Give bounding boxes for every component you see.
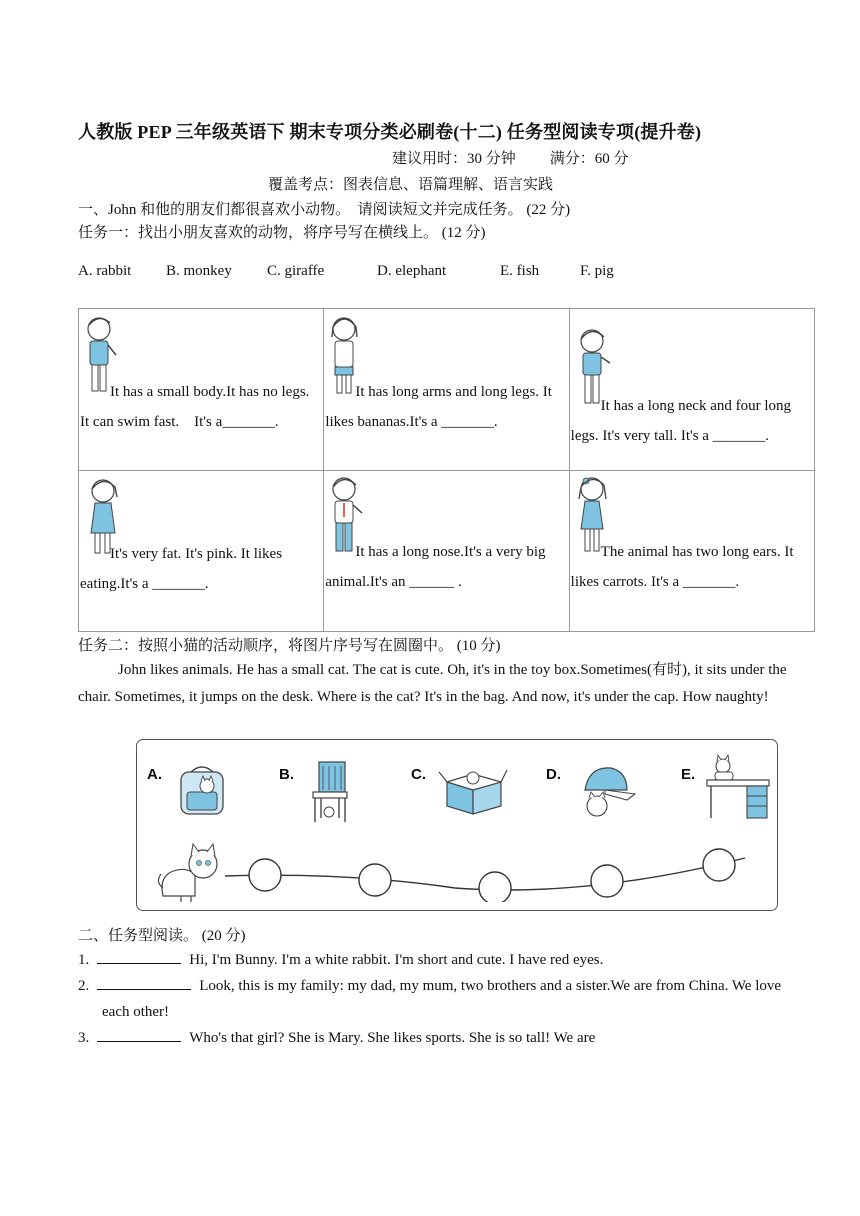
- task2-instruction: 任务二：按照小猫的活动顺序，将图片序号写在圆圈中。 (10 分): [78, 638, 501, 654]
- toy-box-picture: [437, 764, 509, 816]
- question-3-text: Who's that girl? She is Mary. She likes sports. She is so tall! We are: [189, 1030, 596, 1046]
- cap-picture: [575, 760, 637, 822]
- full-score: 满分：60 分: [549, 151, 629, 167]
- picture-label-e: E.: [681, 766, 696, 783]
- order-circle-2[interactable]: [359, 864, 391, 896]
- question-2: [78, 973, 790, 1025]
- clue-text-2: It has long arms and long legs. It likes bananas.It's a _______.: [325, 384, 552, 430]
- chair-picture: [305, 760, 353, 824]
- question-1: [78, 947, 790, 973]
- backpack-picture: [173, 762, 231, 818]
- animal-options: [78, 263, 614, 280]
- picture-label-d: D.: [546, 766, 561, 783]
- task1-instruction: 任务一：找出小朋友喜欢的动物，将序号写在横线上。 (12 分): [78, 225, 486, 241]
- desk-picture: [703, 752, 773, 822]
- answer-blank-3[interactable]: [97, 1027, 181, 1042]
- question-2-number: 2.: [78, 978, 90, 994]
- clue-table: [78, 308, 815, 632]
- cat-activity-panel: [136, 739, 778, 911]
- clue-text-5: It has a long nose.It's a very big animal.It's an ______ .: [325, 544, 546, 590]
- activity-order-track: [225, 840, 755, 902]
- picture-label-b: B.: [279, 766, 294, 783]
- exam-meta: [392, 147, 629, 168]
- picture-label-c: C.: [411, 766, 426, 783]
- page-title: 人教版 PEP 三年级英语下 期末专项分类必刷卷(十二) 任务型阅读专项(提升卷): [78, 122, 702, 142]
- clue-text-4: It's very fat. It's pink. It likes eating.It's a _______.: [80, 546, 283, 592]
- clue-text-6: The animal has two long ears. It likes carrots. It's a _______.: [570, 544, 794, 590]
- question-1-text: Hi, I'm Bunny. I'm a white rabbit. I'm short and cute. I have red eyes.: [189, 952, 604, 968]
- clue-cell-4: [79, 471, 324, 632]
- question-3: [78, 1025, 790, 1051]
- order-circle-5[interactable]: [703, 849, 735, 881]
- option-c: C. giraffe: [267, 263, 325, 279]
- clue-cell-5: [324, 471, 569, 632]
- question-3-number: 3.: [78, 1030, 90, 1046]
- question-2-text: Look, this is my family: my dad, my mum, two brothers and a sister.We are from China. We love each other!: [102, 978, 782, 1020]
- option-e: E. fish: [500, 263, 540, 279]
- option-f: F. pig: [580, 263, 614, 279]
- order-circle-3[interactable]: [479, 872, 511, 902]
- part1-heading: 一、John 和他的朋友们都很喜欢小动物。 请阅读短文并完成任务。 (22 分): [78, 202, 571, 218]
- cat-picture: [155, 838, 225, 902]
- part2-heading: 二、任务型阅读。 (20 分): [78, 928, 246, 944]
- question-1-number: 1.: [78, 952, 90, 968]
- order-circle-1[interactable]: [249, 859, 281, 891]
- picture-label-a: A.: [147, 766, 162, 783]
- clue-text-3: It has a long neck and four long legs. It's very tall. It's a _______.: [570, 398, 792, 444]
- suggested-time: 建议用时：30 分钟: [392, 151, 516, 167]
- option-a: A. rabbit: [78, 263, 132, 279]
- coverage-points: 覆盖考点：图表信息、语篇理解、语言实践: [268, 177, 554, 193]
- option-b: B. monkey: [166, 263, 232, 279]
- option-d: D. elephant: [377, 263, 447, 279]
- order-circle-4[interactable]: [591, 865, 623, 897]
- answer-blank-1[interactable]: [97, 949, 181, 964]
- clue-cell-3: [569, 309, 814, 471]
- answer-blank-2[interactable]: [97, 975, 191, 990]
- cat-passage: John likes animals. He has a small cat. The cat is cute. Oh, it's in the toy box.Sometimes(有时), it sits under the chair. Sometimes, it jumps on the desk. Where is the cat? It's in the bag. And now, it's under the cap. How naughty!: [78, 662, 787, 705]
- clue-cell-2: [324, 309, 569, 471]
- clue-cell-1: [79, 309, 324, 471]
- clue-text-1: It has a small body.It has no legs. It can swim fast. It's a_______.: [80, 384, 310, 430]
- clue-cell-6: [569, 471, 814, 632]
